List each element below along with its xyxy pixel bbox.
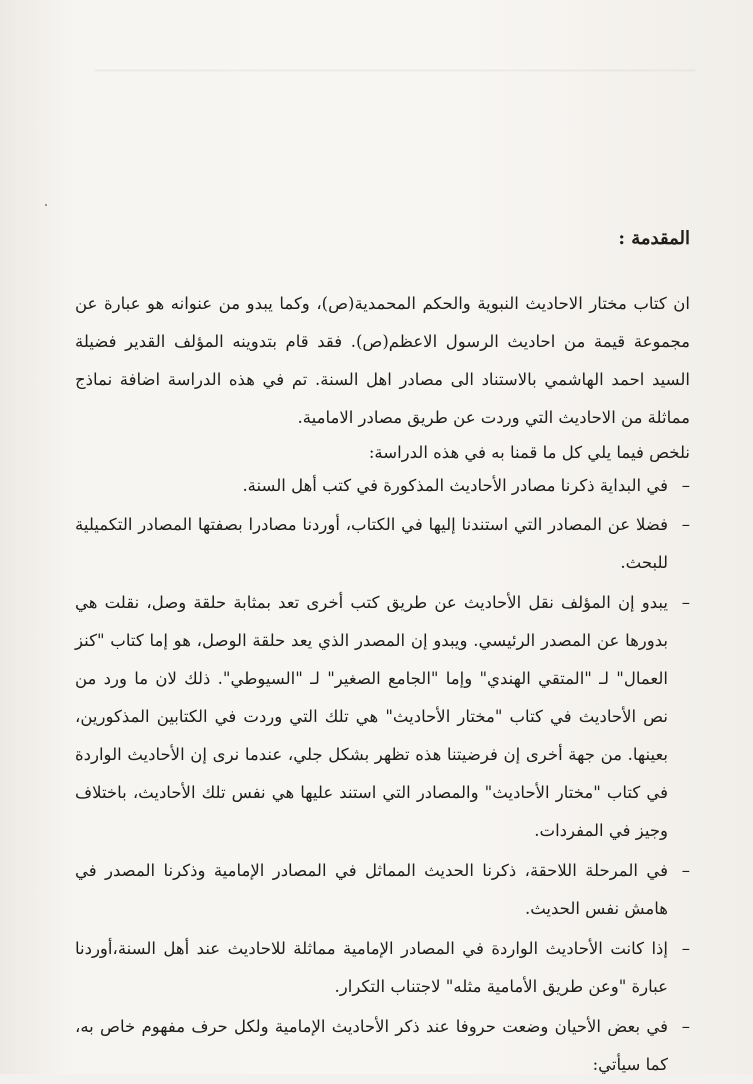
list-item-text: يبدو إن المؤلف نقل الأحاديث عن طريق كتب أخرى تعد بمثابة حلقة وصل، نقلت هي بدورها عن المصدر الرئيسي. ويبدو إن المصدر الذي يعد حلقة الوصل، هو إما كتاب "كنز العمال" لـ "المتقي الهندي" وإما "الجامع الصغير" لـ "السيوطي". ذلك لان ما ورد من نص الأحاديث في كتاب "مختار الأحاديث" هي تلك التي وردت في الكتابين المذكورين، بعينها. من جهة أخرى إن فرضيتنا هذه تظهر بشكل جلي، عندما نرى إن الأحاديث الواردة في كتاب "مختار الأحاديث" والمصادر التي استند عليها هي نفس تلك الأحاديث، باختلاف وجيز في المفردات. [75, 593, 668, 840]
list-item [75, 584, 690, 850]
bullet-dash: – [681, 939, 690, 958]
summary-list [75, 468, 690, 1084]
bullet-dash: – [681, 861, 690, 880]
paper-speck [45, 204, 47, 206]
bullet-dash: – [681, 593, 690, 612]
document-body [75, 225, 690, 1084]
list-item [75, 468, 690, 504]
bullet-dash: – [681, 515, 690, 534]
intro-paragraph: ان كتاب مختار الاحاديث النبوية والحكم المحمدية(ص)، وكما يبدو من عنوانه هو عبارة عن مجموعة قيمة من احاديث الرسول الاعظم(ص). فقد قام بتدوينه المؤلف القدير فضيلة السيد احمد الهاشمي بالاستناد الى مصادر اهل السنة. تم في هذه الدراسة اضافة نماذج مماثلة من الاحاديث التي وردت عن طريق مصادر الامامية. [75, 294, 690, 427]
list-item [75, 852, 690, 928]
list-item-text: فضلا عن المصادر التي استندنا إليها في الكتاب، أوردنا مصادرا بصفتها المصادر التكميلية للبحث. [75, 515, 668, 572]
list-item-text: في المرحلة اللاحقة، ذكرنا الحديث المماثل في المصادر الإمامية وذكرنا المصدر في هامش نفس الحديث. [75, 861, 668, 918]
list-item [75, 1008, 690, 1084]
show-through-rule [95, 70, 695, 71]
list-item [75, 930, 690, 1006]
summary-lead: نلخص فيما يلي كل ما قمنا به في هذه الدراسة: [368, 443, 690, 462]
list-item-text: في بعض الأحيان وضعت حروفا عند ذكر الأحاديث الإمامية ولكل حرف مفهوم خاص به، كما سيأتي: [75, 1017, 668, 1074]
list-item-text: في البداية ذكرنا مصادر الأحاديث المذكورة في كتب أهل السنة. [242, 476, 668, 495]
section-heading: المقدمة : [618, 228, 690, 249]
list-item-text: إذا كانت الأحاديث الواردة في المصادر الإمامية مماثلة للاحاديث عند أهل السنة،أوردنا عبارة "وعن طريق الأمامية مثله" لاجتناب التكرار. [75, 939, 668, 996]
list-item [75, 506, 690, 582]
bullet-dash: – [681, 476, 690, 495]
bullet-dash: – [681, 1017, 690, 1036]
